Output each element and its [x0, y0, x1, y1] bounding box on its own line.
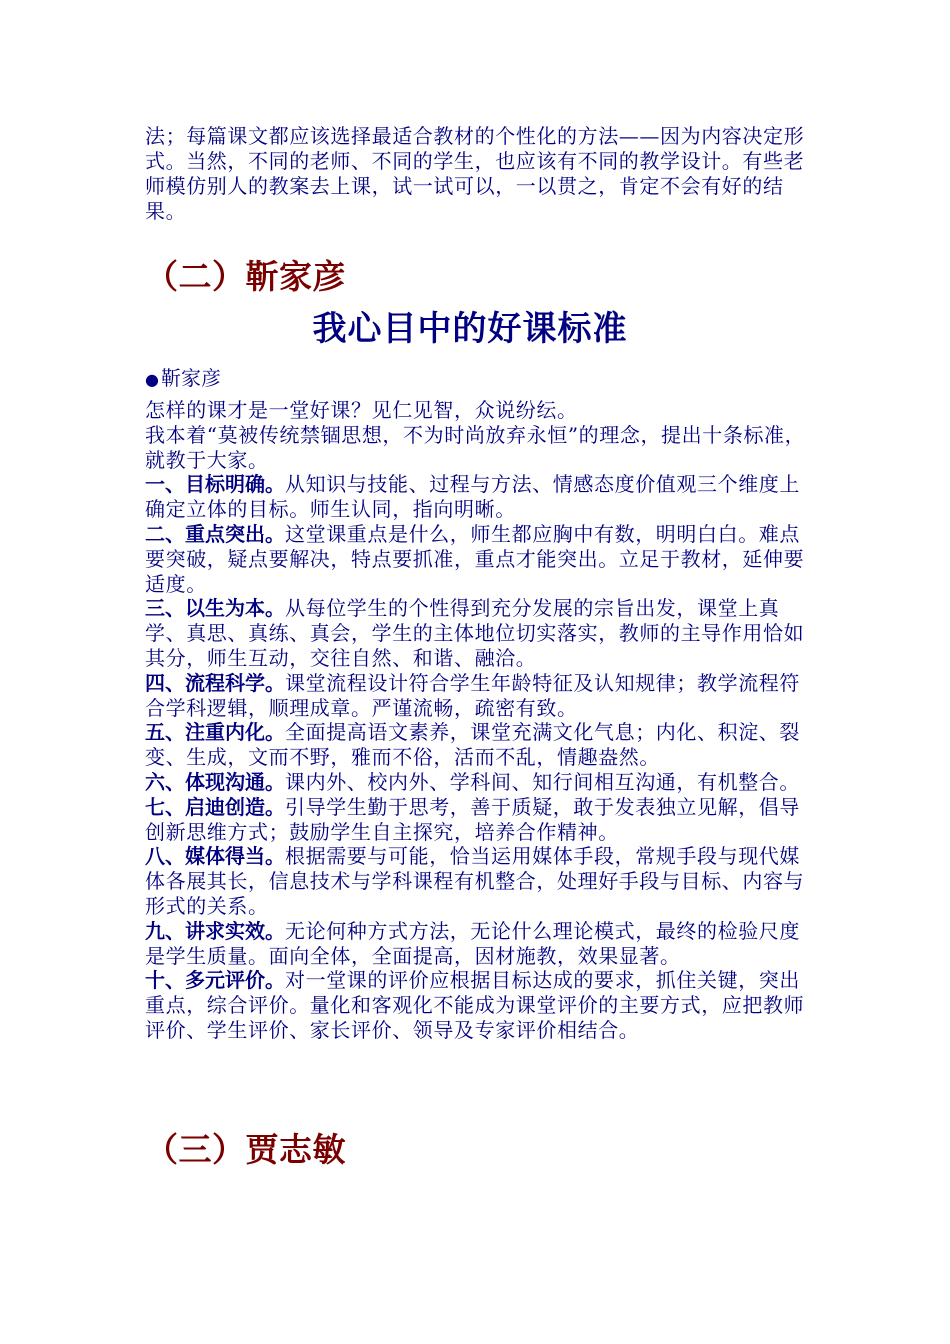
standard-item-text: 对一堂课的评价应根据目标达成的要求，抓住关键，突出重点，综合评价。量化和客观化不能成为课堂评价的主要方式，应把教师评价、学生评价、家长评价、领导及专家评价相结合。	[145, 968, 805, 1042]
standard-item-6	[145, 770, 815, 795]
author-line	[145, 362, 221, 391]
standard-item-7	[145, 795, 815, 845]
standard-item-4	[145, 671, 815, 721]
standard-item-text: 根据需要与可能，恰当运用媒体手段，常规手段与现代媒体各展其长，信息技术与学科课程有机整合，处理好手段与目标、内容与形式的关系。	[145, 844, 805, 918]
standard-item-head: 九、讲求实效。	[145, 918, 285, 943]
standard-item-head: 一、目标明确。	[145, 472, 285, 497]
standard-item-2	[145, 522, 815, 596]
section-heading-3: （三）贾志敏	[145, 1130, 346, 1169]
standard-item-text: 这堂课重点是什么，师生都应胸中有数，明明白白。难点要突破，疑点要解决，特点要抓准，重点才能突出。立足于教材，延伸要适度。	[145, 521, 805, 596]
standard-item-head: 七、启迪创造。	[145, 794, 285, 819]
standard-item-5	[145, 720, 815, 770]
standard-item-head: 六、体现沟通。	[145, 769, 285, 794]
standard-item-head: 十、多元评价。	[145, 968, 285, 993]
intro-paragraph: 法；每篇课文都应该选择最适合教材的个性化的方法——因为内容决定形式。当然，不同的老师、不同的学生，也应该有不同的教学设计。有些老师模仿别人的教案去上课，试一试可以，一以贯之，肯定不会有好的结果。	[145, 124, 805, 223]
standard-item-9	[145, 919, 815, 969]
standard-item-3	[145, 596, 815, 670]
standard-item-head: 四、流程科学。	[145, 670, 285, 695]
author-name: 靳家彦	[160, 366, 221, 390]
standard-item-text: 引导学生勤于思考，善于质疑，敢于发表独立见解，倡导创新思维方式；鼓励学生自主探究，培养合作精神。	[145, 794, 800, 844]
standard-item-text: 课内外、校内外、学科间、知行间相互沟通，有机整合。	[285, 769, 800, 794]
standard-item-head: 三、以生为本。	[145, 596, 285, 621]
standard-item-text: 全面提高语文素养，课堂充满文化气息；内化、积淀、裂变、生成，文而不野，雅而不俗，活而不乱，情趣盎然。	[145, 720, 800, 770]
section-heading-2: （二）靳家彦	[145, 257, 346, 296]
opening-line-1: 怎样的课才是一堂好课？见仁见智，众说纷纭。	[145, 398, 578, 422]
bullet-icon: ●	[145, 370, 159, 389]
opening-line-2: 我本着“莫被传统禁锢思想，不为时尚放弃永恒”的理念，提出十条标准，就教于大家。	[145, 422, 806, 472]
standard-item-text: 从每位学生的个性得到充分发展的宗旨出发，课堂上真学、真思、真练、真会，学生的主体地位切实落实，教师的主导作用恰如其分，师生互动，交往自然、和谐、融洽。	[145, 596, 805, 670]
standard-item-8	[145, 844, 815, 918]
article-body	[145, 398, 815, 1043]
article-title: 我心目中的好课标准	[312, 309, 628, 349]
standard-item-head: 二、重点突出。	[145, 521, 285, 546]
standard-item-1	[145, 472, 815, 522]
standard-item-head: 五、注重内化。	[145, 720, 285, 745]
standard-item-text: 课堂流程设计符合学生年龄特征及认知规律；教学流程符合学科逻辑，顺理成章。严谨流畅，疏密有致。	[145, 670, 800, 720]
standard-item-10	[145, 968, 815, 1042]
standard-item-head: 八、媒体得当。	[145, 844, 285, 869]
standard-item-text: 从知识与技能、过程与方法、情感态度价值观三个维度上确定立体的目标。师生认同，指向明晰。	[145, 472, 800, 522]
standard-item-text: 无论何种方式方法，无论什么理论模式，最终的检验尺度是学生质量。面向全体，全面提高，因材施教，效果显著。	[145, 918, 800, 968]
